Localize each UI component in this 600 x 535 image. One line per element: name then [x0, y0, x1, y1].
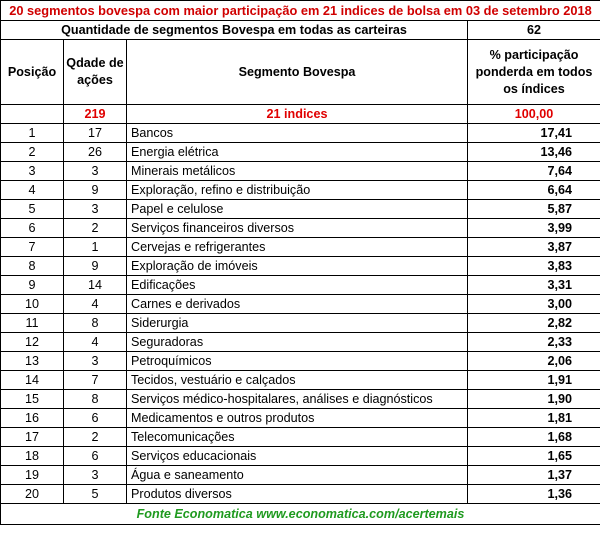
table-body	[1, 1, 600, 525]
table-row	[1, 333, 600, 352]
cell-qdade: 7	[64, 371, 127, 390]
cell-qdade: 6	[64, 447, 127, 466]
cell-qdade: 8	[64, 314, 127, 333]
cell-posicao: 2	[1, 143, 64, 162]
table-row	[1, 162, 600, 181]
cell-segmento: Bancos	[127, 124, 468, 143]
cell-segmento: Cervejas e refrigerantes	[127, 238, 468, 257]
table-row	[1, 257, 600, 276]
table-row	[1, 447, 600, 466]
quantidade-label: Quantidade de segmentos Bovespa em todas as carteiras	[1, 21, 468, 40]
cell-segmento: Água e saneamento	[127, 466, 468, 485]
cell-participacao: 3,31	[468, 276, 600, 295]
cell-participacao: 6,64	[468, 181, 600, 200]
cell-segmento: Serviços financeiros diversos	[127, 219, 468, 238]
cell-posicao: 10	[1, 295, 64, 314]
cell-posicao: 18	[1, 447, 64, 466]
cell-segmento: Exploração, refino e distribuição	[127, 181, 468, 200]
table-row	[1, 428, 600, 447]
cell-participacao: 1,37	[468, 466, 600, 485]
cell-segmento: Medicamentos e outros produtos	[127, 409, 468, 428]
cell-segmento: Exploração de imóveis	[127, 257, 468, 276]
cell-qdade: 9	[64, 257, 127, 276]
cell-posicao: 11	[1, 314, 64, 333]
cell-segmento: Tecidos, vestuário e calçados	[127, 371, 468, 390]
table-row	[1, 200, 600, 219]
table-row	[1, 371, 600, 390]
cell-qdade: 4	[64, 295, 127, 314]
cell-qdade: 9	[64, 181, 127, 200]
table-row	[1, 314, 600, 333]
table-row	[1, 143, 600, 162]
cell-participacao: 3,87	[468, 238, 600, 257]
cell-segmento: Carnes e derivados	[127, 295, 468, 314]
cell-qdade: 5	[64, 485, 127, 504]
header-posicao: Posição	[1, 40, 64, 105]
header-participacao: % participação ponderda em todos os índices	[468, 40, 600, 105]
table-row	[1, 466, 600, 485]
cell-participacao: 1,65	[468, 447, 600, 466]
header-row	[1, 40, 600, 105]
cell-participacao: 3,99	[468, 219, 600, 238]
quantidade-row	[1, 21, 600, 40]
cell-participacao: 5,87	[468, 200, 600, 219]
cell-qdade: 4	[64, 333, 127, 352]
footer-row	[1, 504, 600, 525]
cell-posicao: 4	[1, 181, 64, 200]
cell-participacao: 3,00	[468, 295, 600, 314]
cell-posicao: 8	[1, 257, 64, 276]
cell-posicao: 19	[1, 466, 64, 485]
table-row	[1, 276, 600, 295]
cell-qdade: 2	[64, 428, 127, 447]
cell-qdade: 6	[64, 409, 127, 428]
cell-posicao: 7	[1, 238, 64, 257]
cell-participacao: 1,36	[468, 485, 600, 504]
cell-participacao: 1,91	[468, 371, 600, 390]
header-qdade: Qdade de ações	[64, 40, 127, 105]
cell-qdade: 3	[64, 466, 127, 485]
cell-posicao: 12	[1, 333, 64, 352]
cell-posicao: 14	[1, 371, 64, 390]
cell-qdade: 3	[64, 162, 127, 181]
totals-blank	[1, 105, 64, 124]
cell-posicao: 17	[1, 428, 64, 447]
cell-qdade: 8	[64, 390, 127, 409]
table-title: 20 segmentos bovespa com maior participação em 21 indices de bolsa em 03 de setembro 2018	[1, 1, 600, 21]
cell-segmento: Minerais metálicos	[127, 162, 468, 181]
cell-posicao: 1	[1, 124, 64, 143]
cell-segmento: Telecomunicações	[127, 428, 468, 447]
cell-participacao: 1,81	[468, 409, 600, 428]
cell-posicao: 5	[1, 200, 64, 219]
title-row	[1, 1, 600, 21]
table-row	[1, 390, 600, 409]
cell-qdade: 2	[64, 219, 127, 238]
totals-participacao: 100,00	[468, 105, 600, 124]
cell-posicao: 6	[1, 219, 64, 238]
cell-posicao: 13	[1, 352, 64, 371]
cell-posicao: 9	[1, 276, 64, 295]
totals-row	[1, 105, 600, 124]
cell-segmento: Produtos diversos	[127, 485, 468, 504]
table-row	[1, 485, 600, 504]
table-row	[1, 238, 600, 257]
totals-segmento: 21 indices	[127, 105, 468, 124]
cell-qdade: 14	[64, 276, 127, 295]
source-footer: Fonte Economatica www.economatica.com/acertemais	[1, 504, 600, 525]
cell-participacao: 1,68	[468, 428, 600, 447]
cell-posicao: 20	[1, 485, 64, 504]
cell-segmento: Edificações	[127, 276, 468, 295]
cell-participacao: 1,90	[468, 390, 600, 409]
table-row	[1, 409, 600, 428]
table-row	[1, 352, 600, 371]
table-row	[1, 181, 600, 200]
cell-segmento: Papel e celulose	[127, 200, 468, 219]
cell-qdade: 3	[64, 352, 127, 371]
cell-segmento: Siderurgia	[127, 314, 468, 333]
cell-participacao: 2,82	[468, 314, 600, 333]
cell-qdade: 1	[64, 238, 127, 257]
table-row	[1, 124, 600, 143]
cell-participacao: 2,33	[468, 333, 600, 352]
cell-qdade: 3	[64, 200, 127, 219]
cell-segmento: Petroquímicos	[127, 352, 468, 371]
cell-posicao: 15	[1, 390, 64, 409]
cell-qdade: 17	[64, 124, 127, 143]
cell-participacao: 7,64	[468, 162, 600, 181]
totals-qdade: 219	[64, 105, 127, 124]
quantidade-value: 62	[468, 21, 600, 40]
cell-segmento: Seguradoras	[127, 333, 468, 352]
cell-participacao: 2,06	[468, 352, 600, 371]
cell-segmento: Energia elétrica	[127, 143, 468, 162]
cell-participacao: 13,46	[468, 143, 600, 162]
cell-posicao: 16	[1, 409, 64, 428]
cell-participacao: 17,41	[468, 124, 600, 143]
cell-segmento: Serviços médico-hospitalares, análises e diagnósticos	[127, 390, 468, 409]
table-row	[1, 295, 600, 314]
cell-posicao: 3	[1, 162, 64, 181]
cell-participacao: 3,83	[468, 257, 600, 276]
cell-qdade: 26	[64, 143, 127, 162]
header-segmento: Segmento Bovespa	[127, 40, 468, 105]
table-row	[1, 219, 600, 238]
cell-segmento: Serviços educacionais	[127, 447, 468, 466]
